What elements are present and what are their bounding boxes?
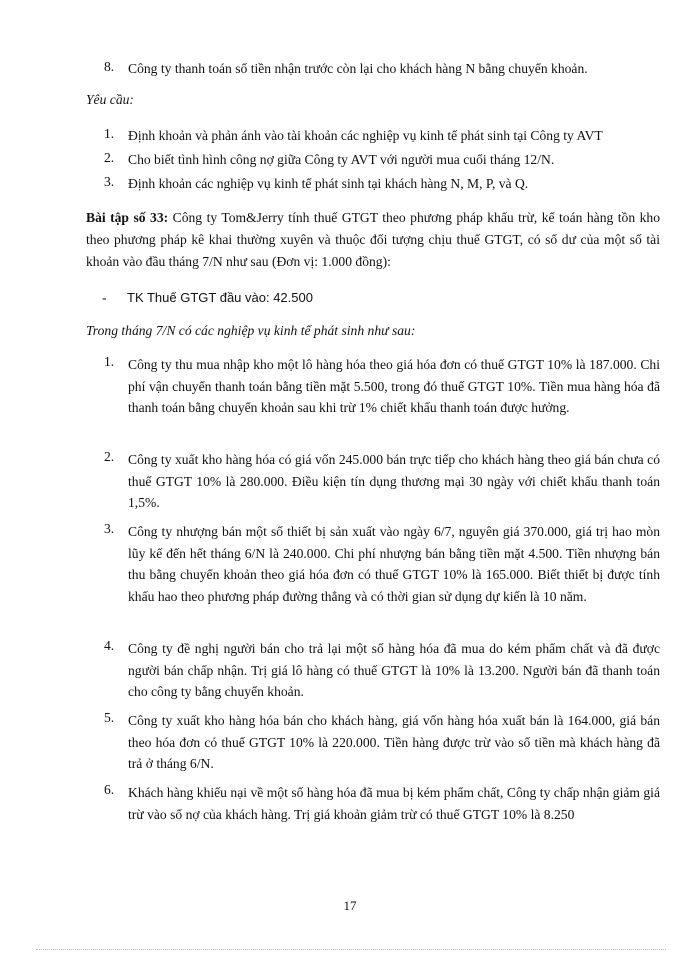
bullet-dash: - [102, 290, 107, 305]
item-text: Công ty xuất kho hàng hóa có giá vốn 245.000 bán trực tiếp cho khách hàng theo giá bán chưa có thuế GTGT 10% là 280.000. Điều kiện tín dụng thương mại 30 ngày với chiết khấu thanh toán 1,5%. [128, 452, 660, 511]
item-number: 4. [104, 638, 115, 653]
item-text: Công ty đề nghị người bán cho trả lại một số hàng hóa đã mua do kém phẩm chất và đã được người bán chấp nhận. Trị giá lô hàng có thuế GTGT là 10% là 13.200. Người bán đã thanh toán cho công ty bằng chuyển khoản. [128, 641, 660, 700]
item-text: Khách hàng khiếu nại về một số hàng hóa đã mua bị kém phẩm chất, Công ty chấp nhận giảm giá trừ vào số nợ của khách hàng. Trị giá khoản giảm trừ có thuế GTGT 10% là 8.250 [128, 785, 660, 822]
requirements-heading: Yêu cầu: [86, 92, 134, 107]
page-number: 17 [343, 898, 357, 913]
item-text: Công ty xuất kho hàng hóa bán cho khách hàng, giá vốn hàng hóa xuất bán là 164.000, giá bán theo hóa đơn có thuế GTGT 10% là 220.000. Tiền hàng được trừ vào số tiền mà khách hàng đã trả ở tháng 6/N. [128, 713, 660, 772]
transactions-heading: Trong tháng 7/N có các nghiệp vụ kinh tế phát sinh như sau: [86, 323, 416, 338]
balance-text: TK Thuế GTGT đầu vào: 42.500 [127, 290, 313, 305]
item-number: 6. [104, 782, 115, 797]
item-number: 8. [104, 59, 115, 74]
item-text: Công ty thu mua nhập kho một lô hàng hóa theo giá hóa đơn có thuế GTGT 10% là 187.000. Chi phí vận chuyển thanh toán bằng tiền mặt 5.500, trong đó thuế GTGT 10%. Tiền mua hàng hóa đã thanh toán bằng chuyển khoản sau khi trừ 1% chiết khấu thanh toán được hưởng. [128, 357, 660, 416]
exercise-intro: Công ty Tom&Jerry tính thuế GTGT theo phương pháp khấu trừ, kế toán hàng tồn kho theo phương pháp kê khai thường xuyên và thuộc đối tượng chịu thuế GTGT, có số dư của một số tài khoản vào đầu tháng 7/N như sau (Đơn vị: 1.000 đồng): [86, 210, 660, 269]
item-text: Định khoản và phản ánh vào tài khoản các nghiệp vụ kinh tế phát sinh tại Công ty AVT [128, 128, 603, 143]
item-number: 2. [104, 449, 115, 464]
item-text: Công ty thanh toán số tiền nhận trước còn lại cho khách hàng N bằng chuyển khoản. [128, 61, 588, 76]
item-number: 2. [104, 150, 115, 165]
page-bottom-divider [36, 949, 666, 950]
item-text: Cho biết tình hình công nợ giữa Công ty AVT với người mua cuối tháng 12/N. [128, 152, 555, 167]
item-number: 3. [104, 174, 115, 189]
item-number: 3. [104, 521, 115, 536]
exercise-paragraph [86, 207, 660, 273]
item-text: Công ty nhượng bán một số thiết bị sản xuất vào ngày 6/7, nguyên giá 370.000, giá trị hao mòn lũy kế đến hết tháng 6/N là 240.000. Chi phí nhượng bán bằng tiền mặt 4.500. Tiền nhượng bán thu bằng chuyển khoản theo giá hóa đơn có thuế GTGT 10% là 165.000. Biết thiết bị được tính khấu hao theo phương pháp đường thẳng và có thời gian sử dụng dự kiến là 10 năm. [128, 524, 660, 604]
exercise-title: Bài tập số 33: [86, 210, 169, 225]
item-text: Định khoản các nghiệp vụ kinh tế phát sinh tại khách hàng N, M, P, và Q. [128, 176, 529, 191]
item-number: 5. [104, 710, 115, 725]
item-number: 1. [104, 354, 115, 369]
item-number: 1. [104, 126, 115, 141]
